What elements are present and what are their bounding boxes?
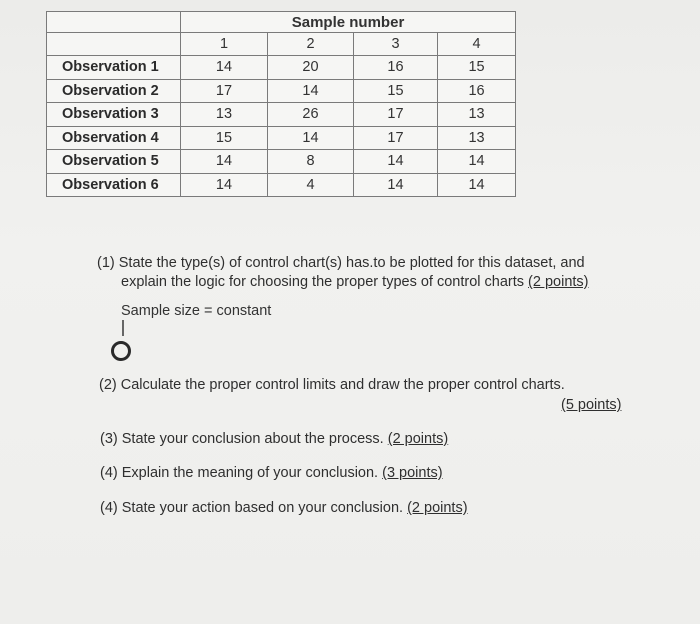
observation-table <box>46 11 516 197</box>
question-5 <box>100 499 468 518</box>
table-group-header-row <box>47 12 516 33</box>
column-header: 3 <box>354 33 438 56</box>
table-cell: 14 <box>268 79 354 103</box>
table-cell: 8 <box>268 150 354 174</box>
question-1 <box>97 254 637 292</box>
question-3-points: (2 points) <box>387 431 449 447</box>
question-1-line-1: (1) State the type(s) of control chart(s) has.to be plotted for this dataset, and <box>97 255 585 271</box>
table-cell: 4 <box>268 173 354 197</box>
table-cell: 14 <box>268 126 354 150</box>
table-cell: 14 <box>354 173 438 197</box>
row-label: Observation 2 <box>47 79 181 103</box>
question-1-line-2 <box>97 273 637 292</box>
question-4-points: (3 points) <box>382 465 443 481</box>
table-cell: 14 <box>181 150 268 174</box>
table-cell: 17 <box>181 79 268 103</box>
table-row <box>47 126 516 150</box>
column-header: 4 <box>438 33 516 56</box>
answer-text: Sample size = constant <box>121 303 272 319</box>
table-cell: 20 <box>268 56 354 80</box>
table-cell: 14 <box>438 150 516 174</box>
question-3 <box>100 430 448 449</box>
table-cell: 13 <box>438 126 516 150</box>
table-cell: 15 <box>438 56 516 80</box>
table-corner-cell <box>47 12 181 33</box>
question-1-points: (2 points) <box>528 274 589 290</box>
table-cell: 14 <box>354 150 438 174</box>
row-label: Observation 5 <box>47 150 181 174</box>
question-4 <box>100 464 443 483</box>
row-label: Observation 6 <box>47 173 181 197</box>
table-cell: 16 <box>438 79 516 103</box>
table-cell: 15 <box>181 126 268 150</box>
row-label: Observation 1 <box>47 56 181 80</box>
table-cell: 15 <box>354 79 438 103</box>
question-2-points: (5 points) <box>561 397 622 413</box>
row-label: Observation 4 <box>47 126 181 150</box>
question-2: (2) Calculate the proper control limits and draw the proper control charts. <box>99 377 565 393</box>
table-row <box>47 173 516 197</box>
row-label: Observation 3 <box>47 103 181 127</box>
question-5-text: (4) State your action based on your conclusion. <box>100 500 408 516</box>
circle-icon[interactable] <box>111 341 131 361</box>
table-column-header-row <box>47 33 516 56</box>
column-header: 1 <box>181 33 268 56</box>
table-cell: 14 <box>181 56 268 80</box>
table-cell: 16 <box>354 56 438 80</box>
text-cursor <box>122 320 124 336</box>
table-cell: 13 <box>438 103 516 127</box>
column-header: 2 <box>268 33 354 56</box>
table-cell: 17 <box>354 103 438 127</box>
table-row <box>47 103 516 127</box>
table-cell: 17 <box>354 126 438 150</box>
table-cell: 13 <box>181 103 268 127</box>
question-4-text: (4) Explain the meaning of your conclusion. <box>100 465 383 481</box>
table-corner-cell <box>47 33 181 56</box>
table-cell: 26 <box>268 103 354 127</box>
question-5-points: (2 points) <box>407 500 468 516</box>
table-cell: 14 <box>181 173 268 197</box>
table-row <box>47 79 516 103</box>
question-1-line-2-text: explain the logic for choosing the proper types of control charts <box>121 274 529 290</box>
table-cell: 14 <box>438 173 516 197</box>
table-row <box>47 150 516 174</box>
table-row <box>47 56 516 80</box>
sample-number-header: Sample number <box>181 12 516 33</box>
question-3-text: (3) State your conclusion about the process. <box>100 431 388 447</box>
